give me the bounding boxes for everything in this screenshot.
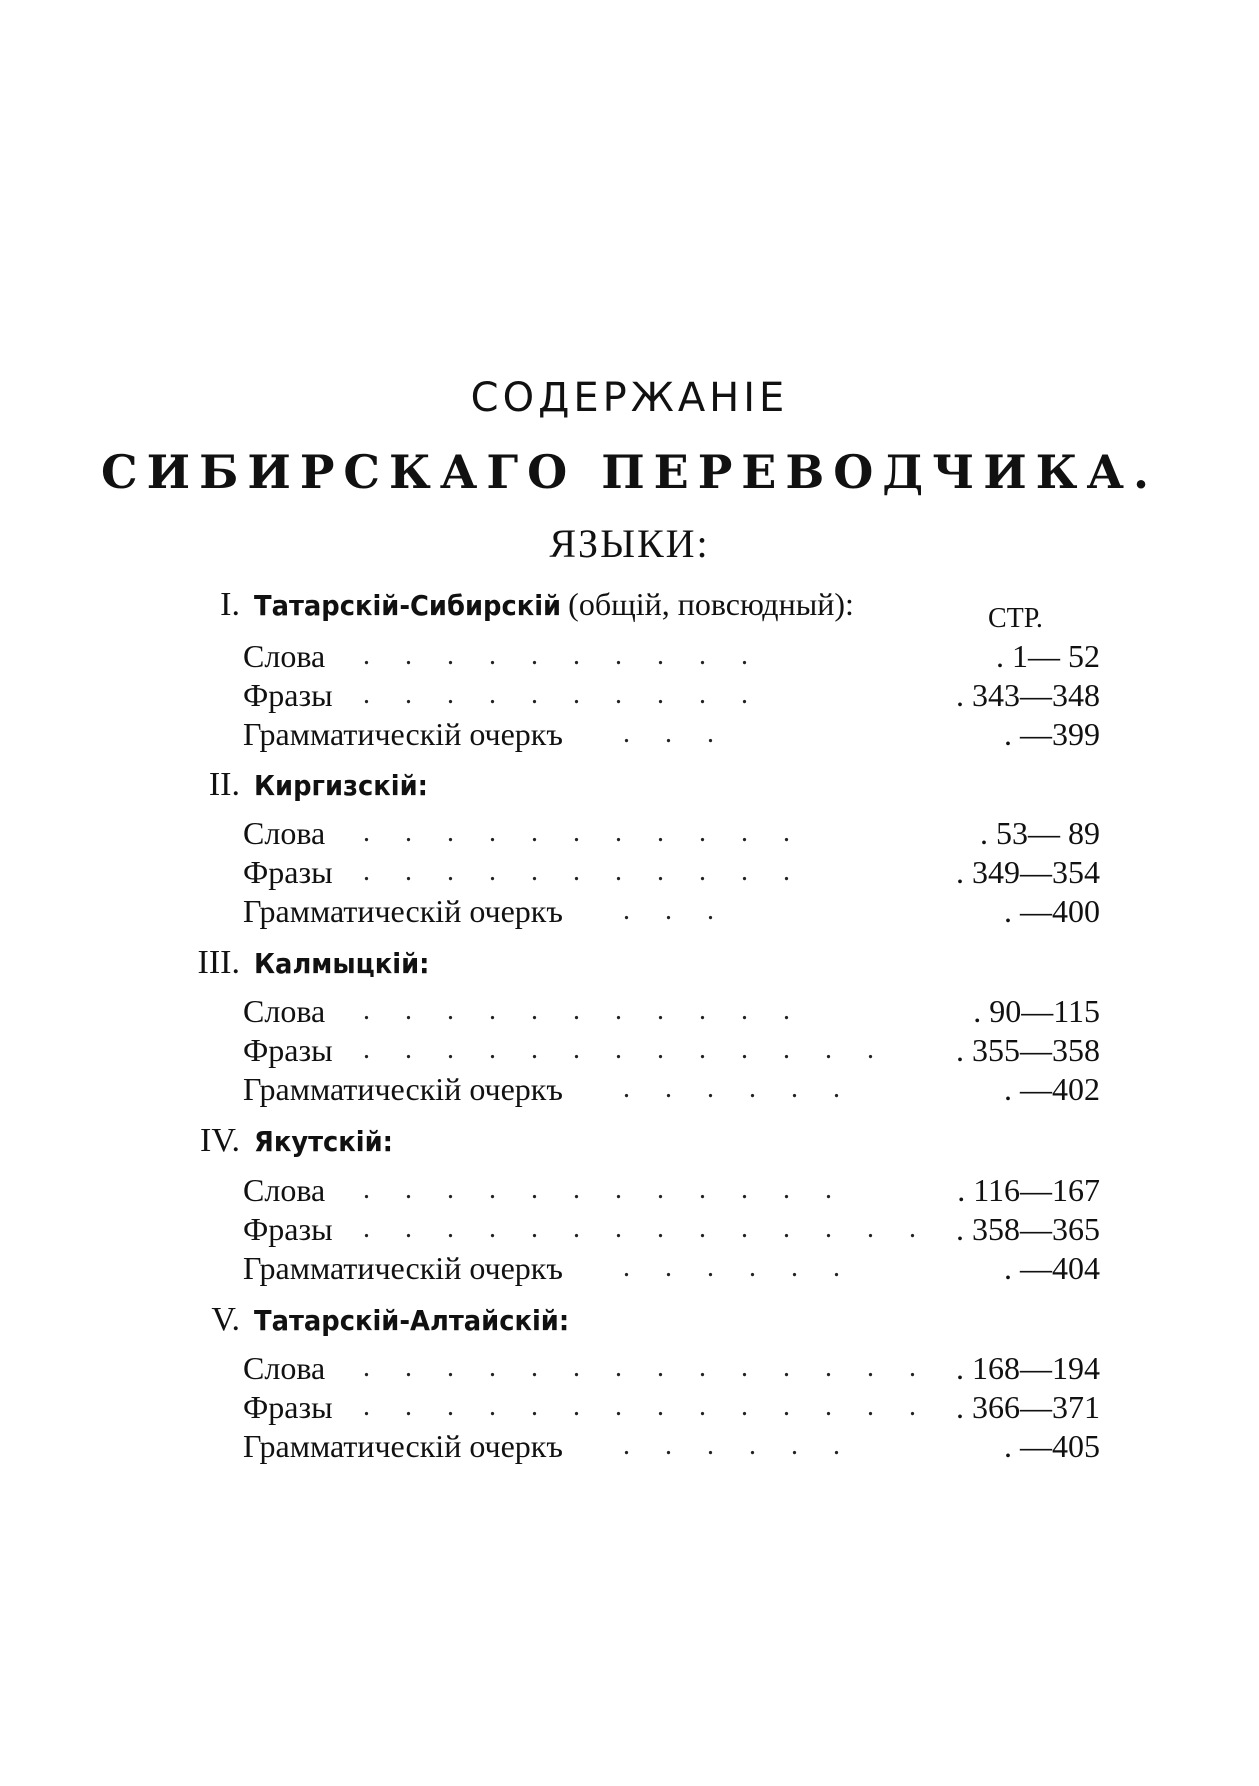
section-language: Татарскій-Алтайскій: <box>254 1304 570 1337</box>
toc-row <box>243 715 1100 753</box>
toc-row <box>243 892 1100 930</box>
section-title <box>150 584 950 624</box>
dot-leader: . . . . . . . . . . <box>363 679 762 710</box>
languages-heading: ЯЗЫКИ: <box>549 521 710 566</box>
page-range: . 116—167 <box>957 1172 1100 1208</box>
section-language: Калмыцкій: <box>254 947 430 980</box>
dot-leader: . . . . . . . . . . . <box>363 817 804 848</box>
toc-row <box>243 1031 1100 1069</box>
row-label: Слова <box>243 815 326 851</box>
toc-row <box>243 676 1100 714</box>
toc-row <box>243 992 1100 1030</box>
section-numeral: I. <box>220 586 240 623</box>
section-numeral: V. <box>211 1301 240 1338</box>
dot-leader: . . . . . . . . . . . . . . <box>363 1391 930 1422</box>
section-numeral: IV. <box>200 1122 240 1159</box>
section-language: Татарскій-Сибирскій <box>254 589 562 622</box>
section-language: Киргизскій: <box>254 769 429 802</box>
page-range: . 343—348 <box>956 677 1100 713</box>
row-label: Слова <box>243 1350 326 1386</box>
dot-leader: . . . . . . <box>623 1073 854 1104</box>
page-range: . 366—371 <box>956 1389 1100 1425</box>
dot-leader: . . . . . . . . . . . . <box>363 1174 846 1205</box>
section-numeral: III. <box>197 944 240 981</box>
section-title <box>150 1120 950 1160</box>
row-label: Фразы <box>243 1032 333 1068</box>
row-label: Фразы <box>243 1211 333 1247</box>
dot-leader: . . . . . . . . . . . <box>363 995 804 1026</box>
row-label: Слова <box>243 1172 326 1208</box>
toc-row <box>243 1349 1100 1387</box>
toc-row <box>243 1249 1100 1287</box>
row-label: Грамматическій очеркъ <box>243 1071 563 1107</box>
toc-row <box>243 814 1100 852</box>
page-range: . 349—354 <box>956 854 1100 890</box>
contents-heading: СОДЕРЖАНІЕ <box>470 375 789 421</box>
page-range: . 355—358 <box>956 1032 1100 1068</box>
row-label: Грамматическій очеркъ <box>243 893 563 929</box>
section-title <box>150 764 950 804</box>
dot-leader: . . . <box>623 718 728 749</box>
row-label: Слова <box>243 638 326 674</box>
page-range: . 358—365 <box>956 1211 1100 1247</box>
row-label: Грамматическій очеркъ <box>243 1428 563 1464</box>
page-column-header: СТР. <box>988 603 1043 634</box>
toc-row <box>243 1388 1100 1426</box>
dot-leader: . . . . . . . . . . . . . . <box>363 1213 930 1244</box>
dot-leader: . . . <box>623 895 728 926</box>
toc-row <box>243 1171 1100 1209</box>
page-range: . —405 <box>1004 1428 1100 1464</box>
page-range: . 53— 89 <box>980 815 1100 851</box>
dot-leader: . . . . . . . . . . <box>363 640 762 671</box>
toc-row <box>243 1070 1100 1108</box>
toc-row <box>243 1427 1100 1465</box>
page-range: . —402 <box>1004 1071 1100 1107</box>
dot-leader: . . . . . . . . . . . . . <box>363 1034 888 1065</box>
section-title <box>150 942 950 982</box>
row-label: Фразы <box>243 1389 333 1425</box>
section-numeral: II. <box>208 766 240 803</box>
page-range: . —399 <box>1004 716 1100 752</box>
row-label: Фразы <box>243 854 333 890</box>
section-title <box>150 1299 950 1339</box>
dot-leader: . . . . . . . . . . . <box>363 856 804 887</box>
page-range: . 90—115 <box>973 993 1100 1029</box>
row-label: Грамматическій очеркъ <box>243 1250 563 1286</box>
dot-leader: . . . . . . <box>623 1430 854 1461</box>
book-title: СИБИРСКАГО ПЕРЕВОДЧИКА. <box>101 445 1158 499</box>
row-label: Грамматическій очеркъ <box>243 716 563 752</box>
page-range: . 168—194 <box>956 1350 1100 1386</box>
page-range: . 1— 52 <box>996 638 1100 674</box>
toc-row <box>243 637 1100 675</box>
toc-row <box>243 1210 1100 1248</box>
page-range: . —404 <box>1004 1250 1100 1286</box>
row-label: Слова <box>243 993 326 1029</box>
section-note: (общій, повсюдный): <box>568 586 854 622</box>
section-language: Якутскій: <box>254 1125 394 1158</box>
row-label: Фразы <box>243 677 333 713</box>
toc-row <box>243 853 1100 891</box>
page-range: . —400 <box>1004 893 1100 929</box>
dot-leader: . . . . . . . . . . . . . . <box>363 1352 930 1383</box>
dot-leader: . . . . . . <box>623 1252 854 1283</box>
